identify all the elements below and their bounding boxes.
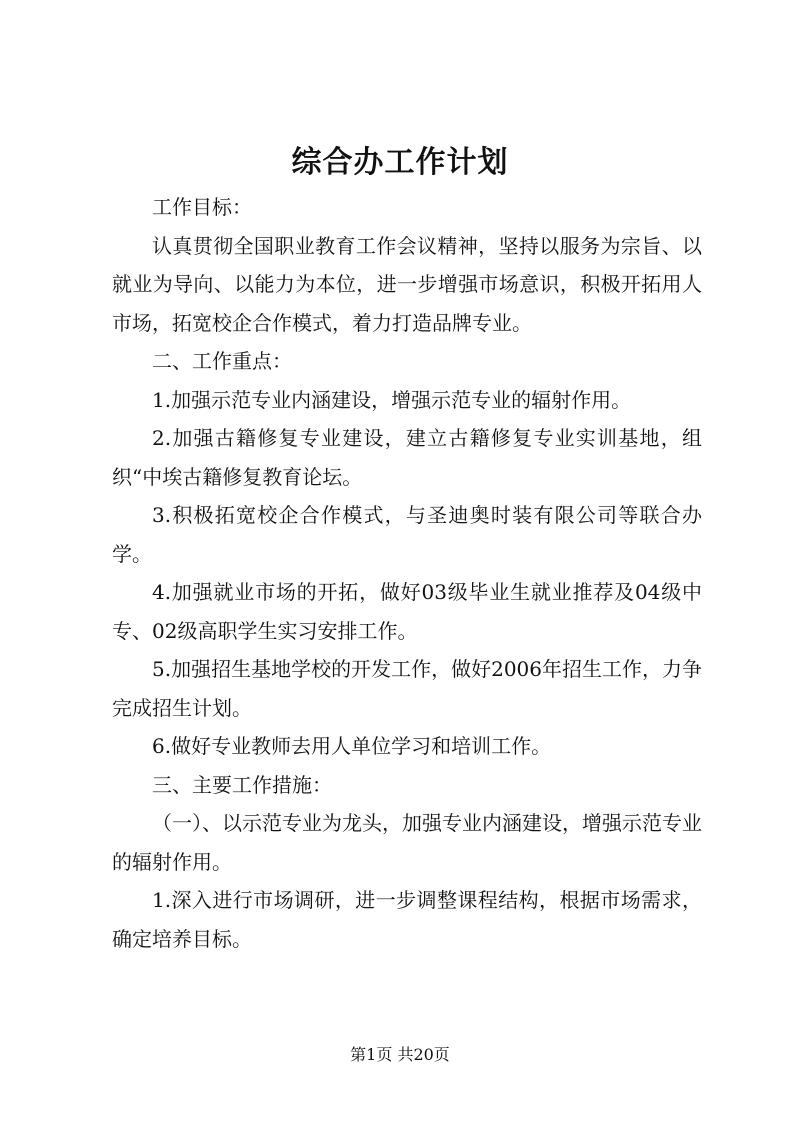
paragraph-key-point-3: 3.积极拓宽校企合作模式，与圣迪奥时装有限公司等联合办学。 (112, 503, 702, 566)
paragraph-measure-item-1: 1.深入进行市场调研，进一步调整课程结构，根据市场需求，确定培养目标。 (112, 888, 702, 951)
paragraph-key-point-2: 2.加强古籍修复专业建设，建立古籍修复专业实训基地，组织“中埃古籍修复教育论坛。 (112, 426, 702, 489)
paragraph-work-goal: 认真贯彻全国职业教育工作会议精神，坚持以服务为宗旨、以就业为导向、以能力为本位，进一步增强市场意识，积极开拓用人市场，拓宽校企合作模式，着力打造品牌专业。 (112, 233, 702, 335)
paragraph-work-goal-heading: 工作目标： (152, 195, 252, 219)
paragraph-key-point-4: 4.加强就业市场的开拓，做好03级毕业生就业推荐及04级中专、02级高职学生实习安排工作。 (112, 580, 702, 643)
paragraph-key-point-1: 1.加强示范专业内涵建设，增强示范专业的辐射作用。 (152, 387, 632, 412)
paragraph-key-points-heading: 二、工作重点： (152, 349, 292, 373)
paragraph-key-point-6: 6.做好专业教师去用人单位学习和培训工作。 (152, 734, 552, 758)
document-title: 综合办工作计划 (291, 145, 509, 180)
paragraph-measures-heading: 三、主要工作措施： (152, 772, 332, 797)
page-footer: 第1页 共20页 (350, 1045, 450, 1064)
document-body (112, 188, 702, 958)
paragraph-key-point-5: 5.加强招生基地学校的开发工作，做好2006年招生工作，力争完成招生计划。 (112, 657, 702, 720)
paragraph-measure-section-1: （一）、以示范专业为龙头，加强专业内涵建设，增强示范专业的辐射作用。 (112, 811, 702, 874)
